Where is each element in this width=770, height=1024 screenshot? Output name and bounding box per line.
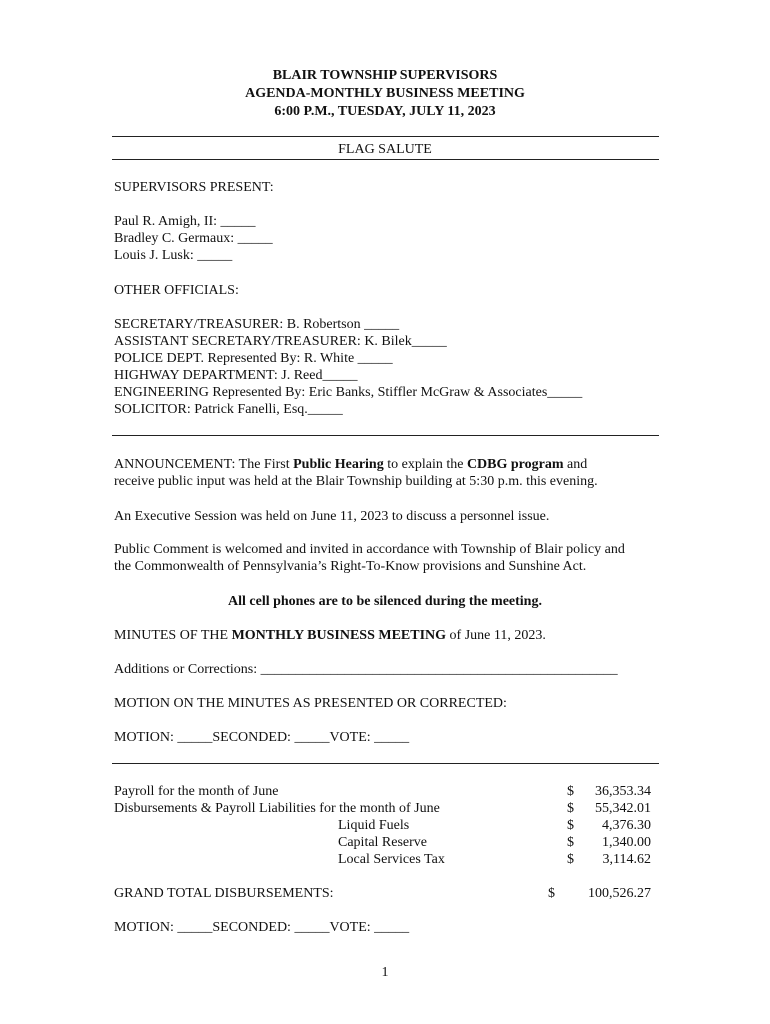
- divider: [112, 159, 659, 160]
- payroll-amount: 36,353.34: [595, 784, 651, 799]
- header-subtitle: AGENDA-MONTHLY BUSINESS MEETING: [245, 86, 525, 101]
- motion-minutes: MOTION ON THE MINUTES AS PRESENTED OR CORRECTED:: [114, 696, 507, 711]
- grand-total-label: GRAND TOTAL DISBURSEMENTS:: [114, 886, 334, 901]
- capital-reserve-amount: 1,340.00: [602, 835, 651, 850]
- liquid-fuels-label: Liquid Fuels: [338, 818, 410, 833]
- additions-line: Additions or Corrections: ___________________________________________________: [114, 662, 618, 677]
- official-item: POLICE DEPT. Represented By: R. White _____: [114, 351, 393, 366]
- supervisor-name: Louis J. Lusk: _____: [114, 248, 233, 263]
- announcement-mid: to explain the: [383, 457, 467, 472]
- public-comment-line1: Public Comment is welcomed and invited in accordance with Township of Blair policy and: [114, 542, 625, 557]
- disbursements-label: Disbursements & Payroll Liabilities for the month of June: [114, 801, 440, 816]
- local-services-tax-amount: 3,114.62: [602, 852, 651, 867]
- cell-phone-notice: All cell phones are to be silenced during the meeting.: [228, 594, 542, 609]
- official-item: HIGHWAY DEPARTMENT: J. Reed_____: [114, 368, 358, 383]
- motion-line: MOTION: _____SECONDED: _____VOTE: _____: [114, 730, 410, 745]
- capital-reserve-label: Capital Reserve: [338, 835, 428, 850]
- executive-session: An Executive Session was held on June 11, 2023 to discuss a personnel issue.: [114, 509, 550, 524]
- announcement-suffix: and: [563, 457, 588, 472]
- minutes-line: [114, 627, 546, 644]
- header-datetime: 6:00 P.M., TUESDAY, JULY 11, 2023: [274, 104, 496, 119]
- divider: [112, 763, 659, 764]
- motion-line-disbursements: MOTION: _____SECONDED: _____VOTE: _____: [114, 920, 410, 935]
- currency-symbol: $: [567, 784, 574, 799]
- currency-symbol: $: [548, 886, 555, 901]
- official-item: ENGINEERING Represented By: Eric Banks, Stiffler McGraw & Associates_____: [114, 385, 583, 400]
- announcement-bold-hearing: Public Hearing: [293, 457, 384, 472]
- grand-total-amount: 100,526.27: [588, 886, 651, 901]
- header-title: BLAIR TOWNSHIP SUPERVISORS: [272, 68, 498, 83]
- currency-symbol: $: [567, 818, 574, 833]
- currency-symbol: $: [567, 835, 574, 850]
- official-item: SECRETARY/TREASURER: B. Robertson _____: [114, 317, 400, 332]
- currency-symbol: $: [567, 801, 574, 816]
- minutes-prefix: MINUTES OF THE: [114, 628, 232, 643]
- announcement-line2: receive public input was held at the Blair Township building at 5:30 p.m. this evening.: [114, 474, 598, 489]
- minutes-bold: MONTHLY BUSINESS MEETING: [231, 628, 447, 643]
- announcement-prefix: ANNOUNCEMENT: The First: [114, 457, 294, 472]
- payroll-label: Payroll for the month of June: [114, 784, 279, 799]
- announcement-bold-program: CDBG program: [466, 457, 564, 472]
- announcement-line: [114, 456, 587, 473]
- divider: [112, 435, 659, 436]
- divider: [112, 136, 659, 137]
- flag-salute: FLAG SALUTE: [338, 142, 432, 157]
- officials-heading: OTHER OFFICIALS:: [114, 283, 239, 298]
- minutes-suffix: of June 11, 2023.: [446, 628, 546, 643]
- supervisor-name: Bradley C. Germaux: _____: [114, 231, 273, 246]
- disbursements-amount: 55,342.01: [595, 801, 651, 816]
- supervisor-name: Paul R. Amigh, II: _____: [114, 214, 256, 229]
- supervisors-heading: SUPERVISORS PRESENT:: [114, 180, 274, 195]
- liquid-fuels-amount: 4,376.30: [602, 818, 651, 833]
- page-number: 1: [381, 965, 389, 980]
- currency-symbol: $: [567, 852, 574, 867]
- official-item: SOLICITOR: Patrick Fanelli, Esq._____: [114, 402, 343, 417]
- local-services-tax-label: Local Services Tax: [338, 852, 445, 867]
- official-item: ASSISTANT SECRETARY/TREASURER: K. Bilek_____: [114, 334, 447, 349]
- public-comment-line2: the Commonwealth of Pennsylvania’s Right-To-Know provisions and Sunshine Act.: [114, 559, 587, 574]
